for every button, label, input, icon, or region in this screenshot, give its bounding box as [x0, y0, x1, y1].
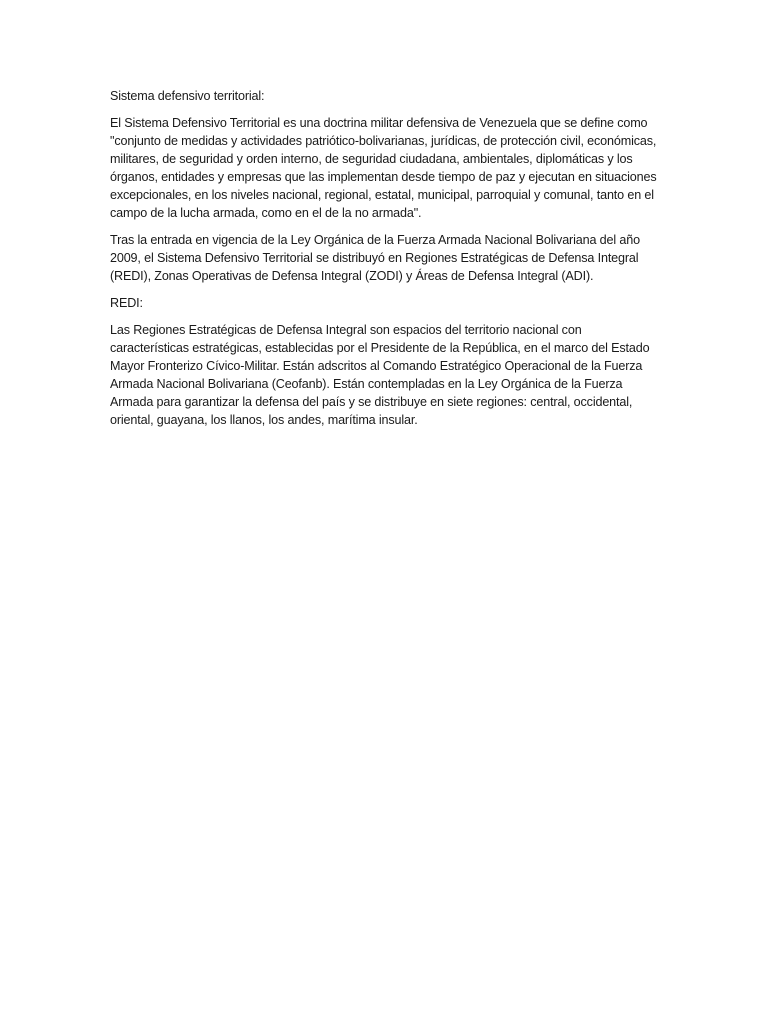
section-heading: Sistema defensivo territorial: [110, 89, 265, 103]
section-subheading-redi: REDI: [110, 296, 143, 310]
document-body [110, 87, 658, 438]
paragraph-redi: Las Regiones Estratégicas de Defensa Integral son espacios del territorio nacional con características estratégicas, establecidas por el Presidente de la República, en el marco del Estado Mayor Fronterizo Cívico-Militar. Están adscritos al Comando Estratégico Operacional de la Fuerza Armada Nacional Bolivariana (Ceofanb). Están contempladas en la Ley Orgánica de la Fuerza Armada para garantizar la defensa del país y se distribuye en siete regiones: central, occidental, oriental, guayana, los llanos, los andes, marítima insular. [110, 323, 650, 427]
paragraph-definition: El Sistema Defensivo Territorial es una doctrina militar defensiva de Venezuela que se define como "conjunto de medidas y actividades patriótico-bolivarianas, jurídicas, de protección civil, económicas, militares, de seguridad y orden interno, de seguridad ciudadana, ambientales, diplomáticas y los órganos, entidades y empresas que las implementan desde tiempo de paz y ejecutan en situaciones excepcionales, en los niveles nacional, regional, estatal, municipal, parroquial y comunal, tanto en el campo de la lucha armada, como en el de la no armada". [110, 116, 657, 220]
paragraph-distribution: Tras la entrada en vigencia de la Ley Orgánica de la Fuerza Armada Nacional Bolivariana del año 2009, el Sistema Defensivo Territorial se distribuyó en Regiones Estratégicas de Defensa Integral (REDI), Zonas Operativas de Defensa Integral (ZODI) y Áreas de Defensa Integral (ADI). [110, 233, 640, 283]
